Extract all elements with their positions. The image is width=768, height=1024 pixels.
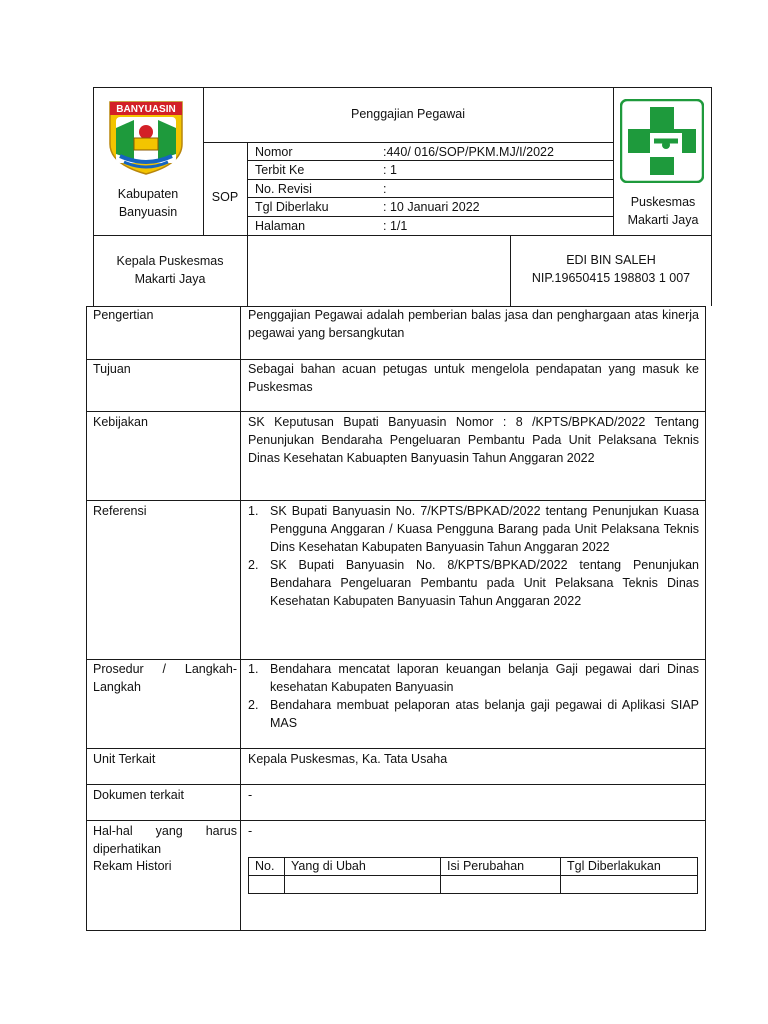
puskesmas-logo: [620, 99, 704, 183]
referensi-list: [248, 502, 699, 610]
sop-label: SOP: [211, 190, 239, 204]
label-dokumen-terkait: Dokumen terkait: [93, 788, 185, 802]
label-unit-terkait: Unit Terkait: [93, 752, 156, 766]
value-tujuan: Sebagai bahan acuan petugas untuk mengelola pendapatan yang masuk ke Puskesmas: [248, 362, 699, 394]
col-yang-di-ubah: Yang di Ubah: [285, 858, 441, 876]
col-no: No.: [249, 858, 285, 876]
meta-label-nomor: Nomor: [255, 145, 293, 159]
document-title: Penggajian Pegawai: [351, 107, 465, 121]
puskesmas-label: Puskesmas Makarti Jaya: [627, 195, 699, 227]
banyuasin-crest-logo: [106, 98, 186, 176]
label-referensi: Referensi: [93, 504, 147, 518]
col-isi-perubahan: Isi Perubahan: [441, 858, 561, 876]
list-item: 1. Bendahara mencatat laporan keuangan belanja Gaji pegawai dari Dinas kesehatan Kabupaten Banyuasin: [248, 662, 699, 694]
value-unit-terkait: Kepala Puskesmas, Ka. Tata Usaha: [248, 752, 448, 766]
meta-value-revisi: :: [383, 182, 387, 196]
table-row: [249, 858, 698, 876]
label-pengertian: Pengertian: [93, 308, 154, 322]
table-cell: [561, 876, 698, 894]
table-cell: [285, 876, 441, 894]
meta-value-nomor: :440/ 016/SOP/PKM.MJ/I/2022: [383, 145, 554, 159]
meta-value-halaman: : 1/1: [383, 219, 408, 233]
kabupaten-label: Kabupaten Banyuasin: [117, 187, 179, 219]
label-prosedur: Prosedur / Langkah-Langkah: [93, 662, 237, 694]
col-tgl-diberlakukan: Tgl Diberlakukan: [561, 858, 698, 876]
list-item: 2. SK Bupati Banyuasin No. 8/KPTS/BPKAD/2022 tentang Penunjukan Bendahara Pengeluaran Pembantu pada Unit Pelaksana Teknis Dinas Kesehatan Kabupaten Banyuasin Tahun Anggaran 2022: [248, 558, 699, 608]
label-hal-hal: Hal-hal yang harus diperhatikan: [93, 824, 237, 856]
signer-name: EDI BIN SALEH: [566, 253, 656, 267]
meta-label-revisi: No. Revisi: [255, 182, 312, 196]
meta-value-terbit: : 1: [383, 163, 397, 177]
meta-label-halaman: Halaman: [255, 219, 306, 233]
meta-label-tgl: Tgl Diberlaku: [255, 200, 329, 214]
table-cell: [441, 876, 561, 894]
list-item: 2. Bendahara membuat pelaporan atas belanja gaji pegawai di Aplikasi SIAP MAS: [248, 698, 699, 730]
list-item: 1. SK Bupati Banyuasin No. 7/KPTS/BPKAD/2022 tentang Penunjukan Kuasa Pengguna Anggaran / Kuasa Pengguna Barang pada Unit Pelaksana Teknis Dins Kesehatan Kabupaten Banyuasin Tahun Anggaran 2022: [248, 504, 699, 554]
label-rekam-histori: Rekam Histori: [93, 859, 172, 873]
label-kebijakan: Kebijakan: [93, 415, 148, 429]
meta-label-terbit: Terbit Ke: [255, 163, 305, 177]
value-kebijakan: SK Keputusan Bupati Banyuasin Nomor : 8 /KPTS/BPKAD/2022 Tentang Penunjukan Bendaraha Pengeluaran Pembantu Pada Unit Pelaksana Teknis Dinas Kesehatan Kabuapten Banyuasin Tahun Anggaran 2022: [248, 415, 699, 465]
value-dokumen-terkait: -: [248, 788, 253, 802]
value-pengertian: Penggajian Pegawai adalah pemberian balas jasa dan penghargaan atas kinerja pegawai yang bersangkutan: [248, 308, 699, 340]
meta-value-tgl: : 10 Januari 2022: [383, 200, 480, 214]
prosedur-list: [248, 660, 699, 732]
svg-text:BANYUASIN: BANYUASIN: [116, 104, 176, 115]
value-hal-hal: -: [248, 824, 253, 838]
table-cell: [249, 876, 285, 894]
signer-nip: NIP.19650415 198803 1 007: [531, 271, 691, 285]
table-row: [249, 876, 698, 894]
kepala-puskesmas-label: Kepala Puskesmas Makarti Jaya: [116, 254, 224, 286]
rekam-histori-table: [248, 857, 698, 894]
label-tujuan: Tujuan: [93, 362, 131, 376]
